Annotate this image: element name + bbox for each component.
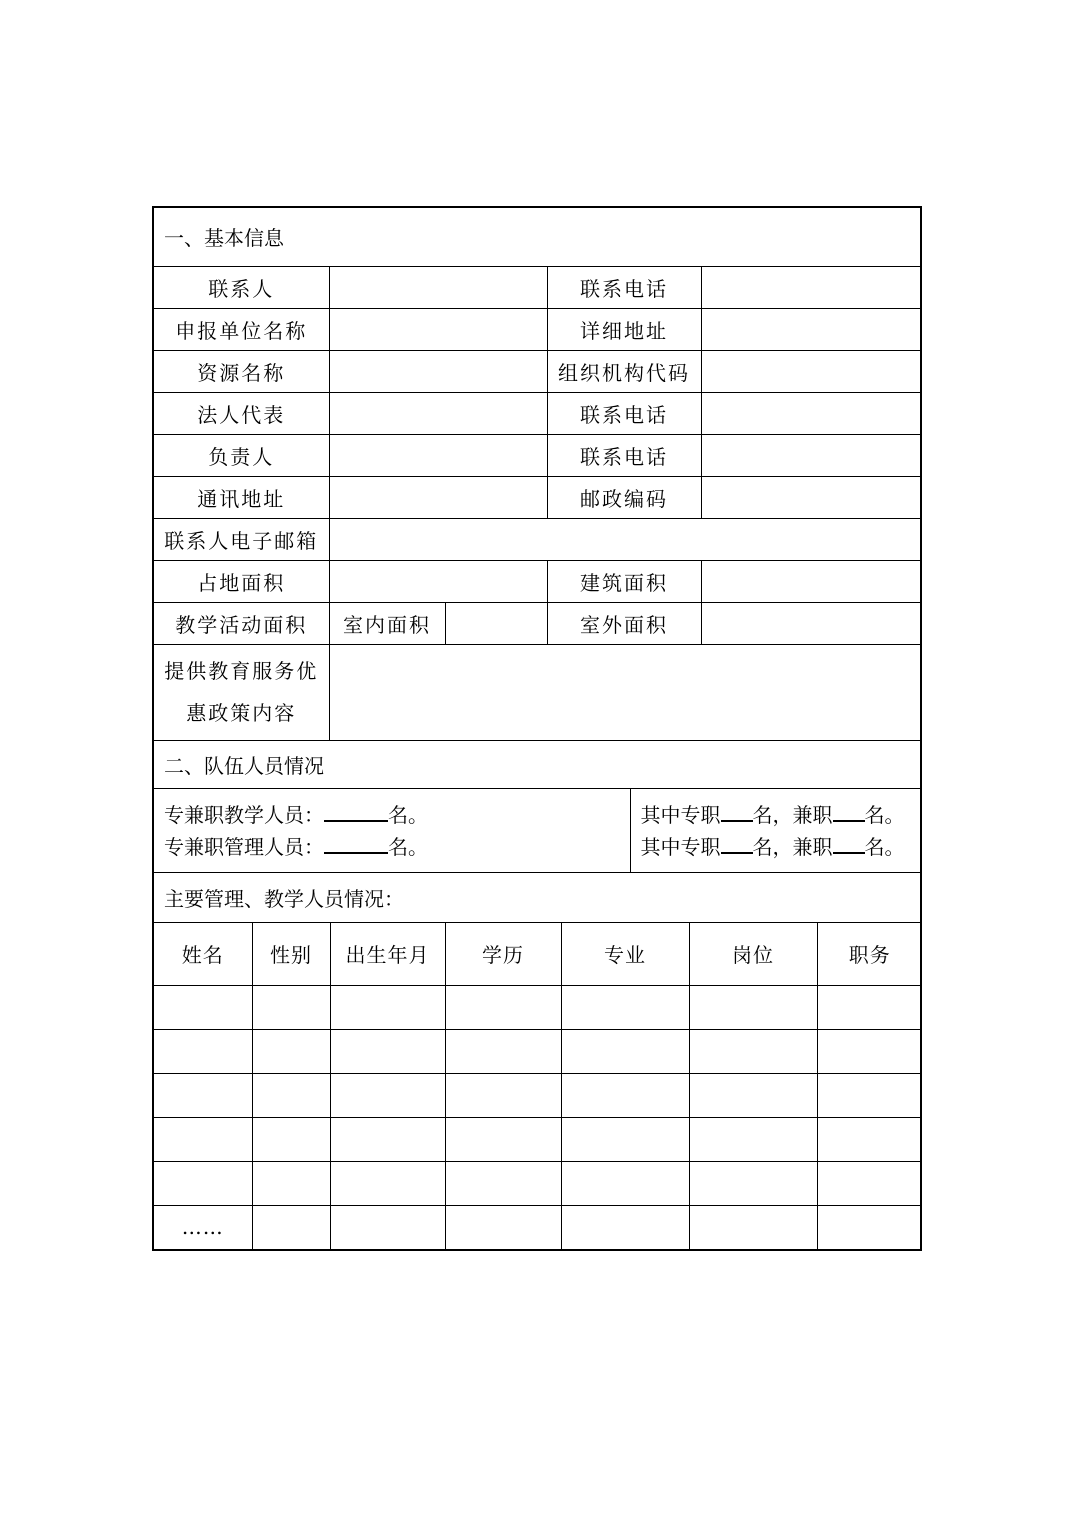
postal-code-label: 邮政编码 — [547, 476, 701, 518]
staff-summary-table — [154, 741, 922, 924]
table-cell[interactable] — [817, 1073, 922, 1117]
table-cell[interactable] — [689, 1073, 817, 1117]
teaching-staff-blank[interactable] — [324, 800, 388, 822]
resource-name-field[interactable] — [329, 350, 547, 392]
table-cell[interactable] — [445, 1029, 561, 1073]
outdoor-area-label: 室外面积 — [547, 602, 701, 644]
table-cell[interactable] — [445, 1205, 561, 1249]
table-cell[interactable] — [252, 1205, 330, 1249]
legal-rep-field[interactable] — [329, 392, 547, 434]
table-cell[interactable] — [689, 985, 817, 1029]
contact-person-label: 联系人 — [154, 266, 329, 308]
person-in-charge-field[interactable] — [329, 434, 547, 476]
col-header-name: 姓名 — [154, 923, 252, 985]
teaching-parttime-label: 名，兼职 — [752, 802, 833, 827]
management-breakdown-end: 名。 — [864, 834, 905, 859]
management-staff-suffix: 名。 — [388, 834, 428, 859]
building-area-label: 建筑面积 — [547, 560, 701, 602]
table-cell[interactable] — [154, 1029, 252, 1073]
policy-field[interactable] — [329, 644, 922, 740]
land-area-field[interactable] — [329, 560, 547, 602]
col-header-major: 专业 — [561, 923, 689, 985]
table-row — [154, 1205, 922, 1249]
org-code-field[interactable] — [701, 350, 922, 392]
applicant-unit-label: 申报单位名称 — [154, 308, 329, 350]
detailed-address-field[interactable] — [701, 308, 922, 350]
table-cell[interactable] — [445, 1117, 561, 1161]
table-row — [154, 1117, 922, 1161]
email-label: 联系人电子邮箱 — [154, 518, 329, 560]
table-cell[interactable] — [689, 1161, 817, 1205]
person-in-charge-phone-label: 联系电话 — [547, 434, 701, 476]
management-parttime-label: 名，兼职 — [752, 834, 833, 859]
table-cell[interactable] — [817, 985, 922, 1029]
management-staff-line — [164, 831, 630, 863]
land-area-label: 占地面积 — [154, 560, 329, 602]
staff-breakdown-cell — [630, 789, 922, 873]
table-row — [154, 1161, 922, 1205]
detailed-address-label: 详细地址 — [547, 308, 701, 350]
staff-detail-table — [154, 923, 922, 1249]
table-cell[interactable] — [561, 1205, 689, 1249]
org-code-label: 组织机构代码 — [547, 350, 701, 392]
postal-code-field[interactable] — [701, 476, 922, 518]
col-header-birth: 出生年月 — [330, 923, 445, 985]
contact-phone-field[interactable] — [701, 266, 922, 308]
table-cell[interactable] — [561, 1117, 689, 1161]
mailing-address-label: 通讯地址 — [154, 476, 329, 518]
table-cell[interactable] — [252, 985, 330, 1029]
resource-name-label: 资源名称 — [154, 350, 329, 392]
table-cell[interactable] — [817, 1029, 922, 1073]
person-in-charge-label: 负责人 — [154, 434, 329, 476]
table-cell[interactable] — [330, 985, 445, 1029]
management-staff-blank[interactable] — [324, 832, 388, 854]
table-cell[interactable] — [561, 1161, 689, 1205]
table-cell[interactable] — [561, 1029, 689, 1073]
contact-person-field[interactable] — [329, 266, 547, 308]
col-header-post: 岗位 — [689, 923, 817, 985]
legal-rep-phone-label: 联系电话 — [547, 392, 701, 434]
email-field[interactable] — [329, 518, 922, 560]
contact-phone-label: 联系电话 — [547, 266, 701, 308]
section-basic-info-title: 一、基本信息 — [154, 208, 922, 266]
management-breakdown-line — [641, 831, 923, 863]
section-staff-title: 二、队伍人员情况 — [154, 741, 922, 789]
table-row — [154, 1073, 922, 1117]
outdoor-area-field[interactable] — [701, 602, 922, 644]
management-staff-prefix: 专兼职管理人员： — [164, 834, 324, 859]
table-row — [154, 1029, 922, 1073]
table-cell[interactable] — [154, 985, 252, 1029]
teaching-staff-line — [164, 799, 630, 831]
staff-count-cell — [154, 789, 630, 873]
table-cell[interactable] — [561, 985, 689, 1029]
indoor-area-label: 室内面积 — [329, 602, 445, 644]
legal-rep-phone-field[interactable] — [701, 392, 922, 434]
table-cell[interactable] — [817, 1117, 922, 1161]
teaching-area-label: 教学活动面积 — [154, 602, 329, 644]
legal-rep-label: 法人代表 — [154, 392, 329, 434]
table-cell[interactable] — [252, 1161, 330, 1205]
table-cell[interactable] — [252, 1073, 330, 1117]
person-in-charge-phone-field[interactable] — [701, 434, 922, 476]
col-header-title: 职务 — [817, 923, 922, 985]
management-parttime-blank[interactable] — [833, 832, 865, 854]
col-header-education: 学历 — [445, 923, 561, 985]
table-cell[interactable] — [689, 1205, 817, 1249]
col-header-gender: 性别 — [252, 923, 330, 985]
main-staff-title: 主要管理、教学人员情况： — [154, 873, 922, 923]
ellipsis-cell: …… — [154, 1205, 252, 1249]
table-cell[interactable] — [330, 1029, 445, 1073]
teaching-fulltime-label: 其中专职 — [640, 802, 721, 827]
table-cell[interactable] — [689, 1029, 817, 1073]
policy-label-line1: 提供教育服务优 — [164, 659, 319, 683]
building-area-field[interactable] — [701, 560, 922, 602]
table-cell[interactable] — [252, 1029, 330, 1073]
teaching-staff-suffix: 名。 — [388, 802, 428, 827]
application-form — [152, 206, 922, 1251]
indoor-area-field[interactable] — [445, 602, 547, 644]
table-cell[interactable] — [154, 1117, 252, 1161]
teaching-breakdown-line — [641, 799, 923, 831]
basic-info-table — [154, 208, 922, 741]
table-cell[interactable] — [330, 1161, 445, 1205]
table-row — [154, 985, 922, 1029]
table-cell[interactable] — [445, 1161, 561, 1205]
teaching-parttime-blank[interactable] — [833, 800, 865, 822]
teaching-staff-prefix: 专兼职教学人员： — [164, 802, 324, 827]
mailing-address-field[interactable] — [329, 476, 547, 518]
table-cell[interactable] — [817, 1205, 922, 1249]
table-cell[interactable] — [445, 985, 561, 1029]
table-cell[interactable] — [689, 1117, 817, 1161]
table-cell[interactable] — [330, 1205, 445, 1249]
table-cell[interactable] — [817, 1161, 922, 1205]
table-cell[interactable] — [330, 1073, 445, 1117]
policy-label — [154, 644, 329, 740]
teaching-breakdown-end: 名。 — [864, 802, 905, 827]
table-cell[interactable] — [561, 1073, 689, 1117]
management-fulltime-label: 其中专职 — [640, 834, 721, 859]
management-fulltime-blank[interactable] — [721, 832, 753, 854]
table-cell[interactable] — [154, 1073, 252, 1117]
table-cell[interactable] — [154, 1161, 252, 1205]
applicant-unit-field[interactable] — [329, 308, 547, 350]
table-cell[interactable] — [445, 1073, 561, 1117]
table-cell[interactable] — [252, 1117, 330, 1161]
policy-label-line2: 惠政策内容 — [186, 701, 297, 725]
table-cell[interactable] — [330, 1117, 445, 1161]
teaching-fulltime-blank[interactable] — [721, 800, 753, 822]
